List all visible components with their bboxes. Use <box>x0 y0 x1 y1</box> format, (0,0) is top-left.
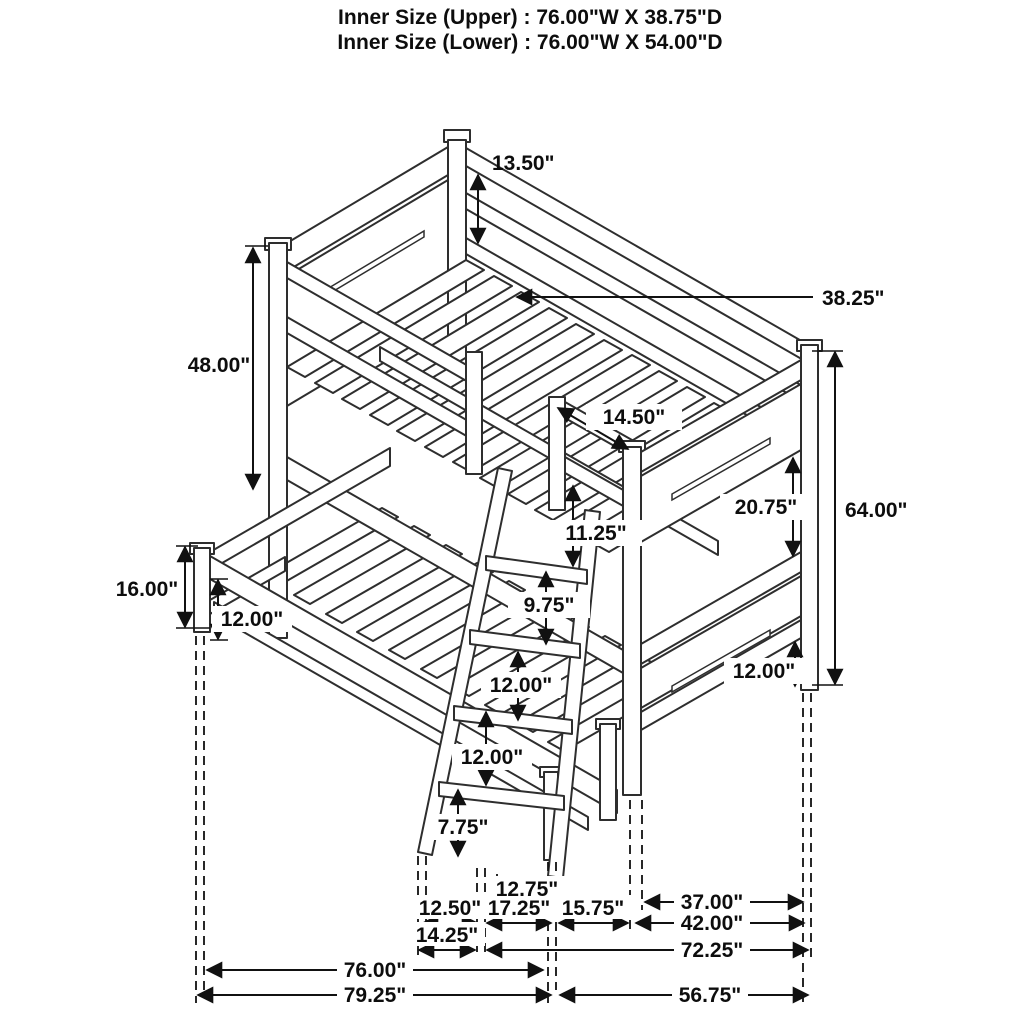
dim-9-75-label: 9.75" <box>523 594 575 617</box>
dim-17-25-label: 17.25" <box>487 897 551 920</box>
dim-76-00-label: 76.00" <box>343 959 407 982</box>
dim-12-75-label: 12.75" <box>495 878 559 901</box>
dim-11-25-label: 11.25" <box>565 522 627 545</box>
dim-12-50-label: 12.50" <box>418 897 482 920</box>
dim-56-75-label: 56.75" <box>678 984 742 1007</box>
lower-foot-leg <box>596 719 620 820</box>
dim-48-00-label: 48.00" <box>187 354 251 377</box>
dim-12-00-ladder-mid-label: 12.00" <box>489 674 553 697</box>
lower-footboard <box>641 552 801 730</box>
dim-13-50-label: 13.50" <box>492 152 555 175</box>
dim-12-00-left-label: 12.00" <box>220 608 284 631</box>
dim-20-75-label: 20.75" <box>734 496 798 519</box>
dim-64-00-label: 64.00" <box>845 499 908 522</box>
dim-7-75-label: 7.75" <box>437 816 489 839</box>
dim-14-50-label: 14.50" <box>602 406 666 429</box>
dim-72-25-label: 72.25" <box>680 939 744 962</box>
title-lower: Inner Size (Lower) : 76.00"W X 54.00"D <box>337 31 723 54</box>
dim-42-00-label: 42.00" <box>680 912 744 935</box>
dim-16-00-label: 16.00" <box>115 578 179 601</box>
dim-38-25-label: 38.25" <box>822 287 885 310</box>
dim-37-00-label: 37.00" <box>680 891 744 914</box>
dim-15-75-label: 15.75" <box>561 897 625 920</box>
title-upper: Inner Size (Upper) : 76.00"W X 38.75"D <box>337 6 723 29</box>
dim-79-25-label: 79.25" <box>343 984 407 1007</box>
dim-12-00-ladder-low-label: 12.00" <box>460 746 524 769</box>
title-block <box>337 6 722 54</box>
dim-14-25-label: 14.25" <box>415 924 479 947</box>
dim-12-00-right-label: 12.00" <box>732 660 796 683</box>
